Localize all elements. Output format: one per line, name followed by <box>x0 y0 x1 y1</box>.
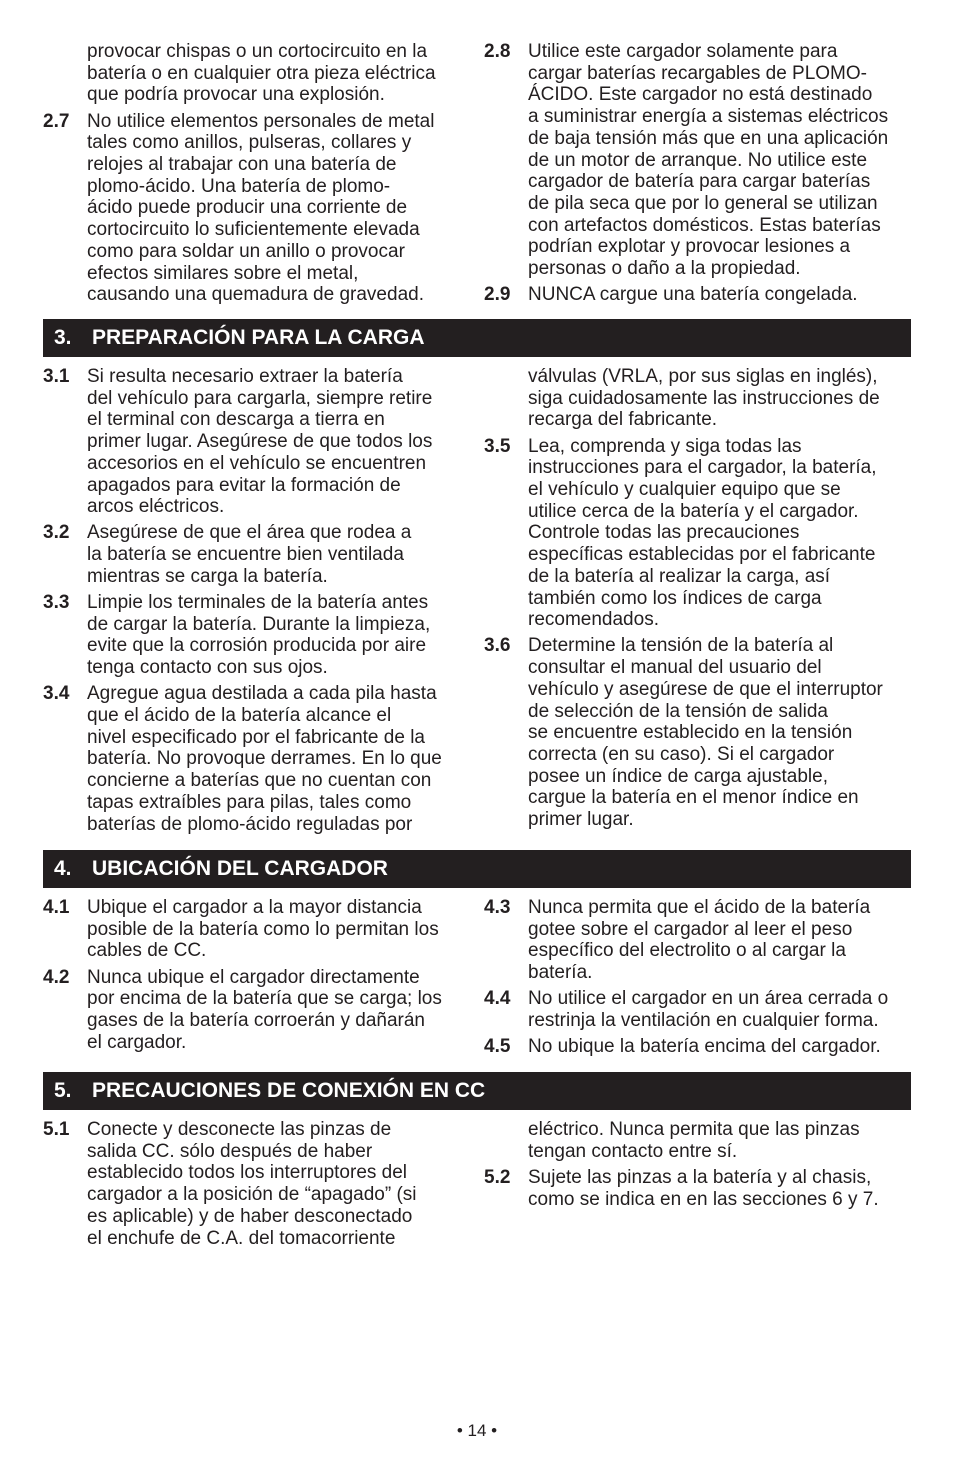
item-text: Ubique el cargador a la mayor distancia posible de la batería como lo permitan los cables de CC. <box>87 897 439 962</box>
item-number: 3.3 <box>43 592 70 614</box>
item-number: 3.5 <box>484 435 511 457</box>
section-title: PRECAUCIONES DE CONEXIÓN EN CC <box>92 1079 486 1103</box>
list-item <box>484 988 911 1031</box>
continued-paragraph: provocar chispas o un cortocircuito en la batería o en cualquier otra pieza eléctrica que podría provocar una explosión. <box>87 41 436 106</box>
item-text: Nunca ubique el cargador directamente por encima de la batería que se carga; los gases de la batería corroerán y dañarán el cargador. <box>87 966 442 1053</box>
item-number: 5.1 <box>43 1119 70 1140</box>
list-item <box>43 897 473 962</box>
left-column <box>43 41 473 310</box>
continued-paragraph: eléctrico. Nunca permita que las pinzas tengan contacto entre sí. <box>528 1119 860 1162</box>
list-item <box>43 522 473 587</box>
item-text: Sujete las pinzas a la batería y al chasis, como se indica en en las secciones 6 y 7. <box>528 1166 879 1210</box>
item-text: Conecte y desconecte las pinzas de salida CC. sólo después de haber establecido todos los interruptores del cargador a la posición de “apagado” (si es aplicable) y de haber desconectado el enchufe de C.A. del tomacorriente <box>87 1119 417 1249</box>
item-text: No utilice el cargador en un área cerrada o restrinja la ventilación en cualquier forma. <box>528 988 889 1032</box>
item-text: Lea, comprenda y siga todas las instrucciones para el cargador, la batería, el vehículo y cualquier equipo que se utilice cerca de la batería y el cargador. Controle todas las precauciones específicas establecidas por el fabricante de la batería al realizar la carga, así también como los índices de carga recomendados. <box>528 435 877 631</box>
section-number: 4. <box>54 857 72 881</box>
item-text: Nunca permita que el ácido de la batería gotee sobre el cargador al leer el peso específico del electrolito o al cargar la batería. <box>528 897 871 984</box>
item-number: 2.8 <box>484 41 511 62</box>
list-item <box>484 635 911 830</box>
left-column <box>43 897 473 1058</box>
list-item <box>43 683 473 835</box>
page-number: • 14 • <box>456 1421 498 1440</box>
left-column <box>43 366 473 840</box>
right-column <box>484 41 911 310</box>
list-item <box>43 967 473 1054</box>
item-number: 5.2 <box>484 1166 511 1188</box>
item-number: 2.7 <box>43 110 70 132</box>
item-number: 4.4 <box>484 988 511 1010</box>
item-text: No utilice elementos personales de metal tales como anillos, pulseras, collares y relojes al trabajar con una batería de plomo-ácido. Una batería de plomo- ácido puede producir una corriente de cortocircuito lo suficientemente elevada como para soldar un anillo o provocar efectos similares sobre el metal, causando una quemadura de gravedad. <box>87 110 435 306</box>
item-text: Agregue agua destilada a cada pila hasta que el ácido de la batería alcance el nivel especificado por el fabricante de la batería. No provoque derrames. En lo que concierne a baterías que no cuentan con tapas extraíbles para pilas, tales como baterías de plomo-ácido reguladas por <box>87 683 442 835</box>
list-item <box>43 111 473 306</box>
right-column <box>484 1119 911 1215</box>
list-item <box>43 1119 473 1249</box>
item-text: Asegúrese de que el área que rodea a la batería se encuentre bien ventilada mientras se carga la batería. <box>87 522 412 587</box>
item-number: 4.5 <box>484 1036 511 1058</box>
item-number: 3.6 <box>484 635 511 657</box>
section-number: 3. <box>54 326 72 350</box>
item-text: Limpie los terminales de la batería antes de cargar la batería. Durante la limpieza, evite que la corrosión producida por aire tenga contacto con sus ojos. <box>87 592 431 679</box>
item-text: Si resulta necesario extraer la batería del vehículo para cargarla, siempre retire el terminal con descarga a tierra en primer lugar. Asegúrese de que todos los accesorios en el vehículo se encuentren apagados para evitar la formación de arcos eléctricos. <box>87 366 433 518</box>
right-column <box>484 897 911 1062</box>
item-number: 4.1 <box>43 897 70 918</box>
item-number: 4.3 <box>484 897 511 918</box>
item-text: No ubique la batería encima del cargador. <box>528 1036 881 1058</box>
section-4-header <box>43 850 911 888</box>
item-number: 3.4 <box>43 683 70 705</box>
section-title: UBICACIÓN DEL CARGADOR <box>92 857 388 881</box>
continued-paragraph: válvulas (VRLA, por sus siglas en inglés), siga cuidadosamente las instrucciones de recarga del fabricante. <box>528 366 880 431</box>
list-item <box>43 592 473 679</box>
section-3-header <box>43 319 911 357</box>
section-title: PREPARACIÓN PARA LA CARGA <box>92 326 425 350</box>
section-number: 5. <box>54 1079 72 1103</box>
item-number: 4.2 <box>43 966 70 988</box>
section-5-header <box>43 1072 911 1110</box>
list-item <box>484 436 911 631</box>
item-text: NUNCA cargue una batería congelada. <box>528 284 858 306</box>
list-item <box>484 284 911 306</box>
list-item <box>484 1036 911 1058</box>
item-number: 3.1 <box>43 366 70 387</box>
right-column <box>484 366 911 835</box>
item-number: 3.2 <box>43 522 70 544</box>
item-text: Utilice este cargador solamente para cargar baterías recargables de PLOMO- ÁCIDO. Este cargador no está destinado a suministrar energía a sistemas eléctricos de baja tensión más que en una aplicación de un motor de arranque. No utilice este cargador de batería para cargar baterías de pila seca que por lo general se utilizan con artefactos domésticos. Estas baterías podrían explotar y provocar lesiones a personas o daño a la propiedad. <box>528 41 889 280</box>
list-item <box>484 41 911 280</box>
item-number: 2.9 <box>484 284 511 306</box>
list-item <box>484 897 911 984</box>
list-item <box>484 1167 911 1210</box>
list-item <box>43 366 473 518</box>
left-column <box>43 1119 473 1254</box>
item-text: Determine la tensión de la batería al consultar el manual del usuario del vehículo y asegúrese de que el interruptor de selección de la tensión de salida se encuentre establecido en la tensión correcta (en su caso). Si el cargador posee un índice de carga ajustable, cargue la batería en el menor índice en primer lugar. <box>528 635 883 831</box>
